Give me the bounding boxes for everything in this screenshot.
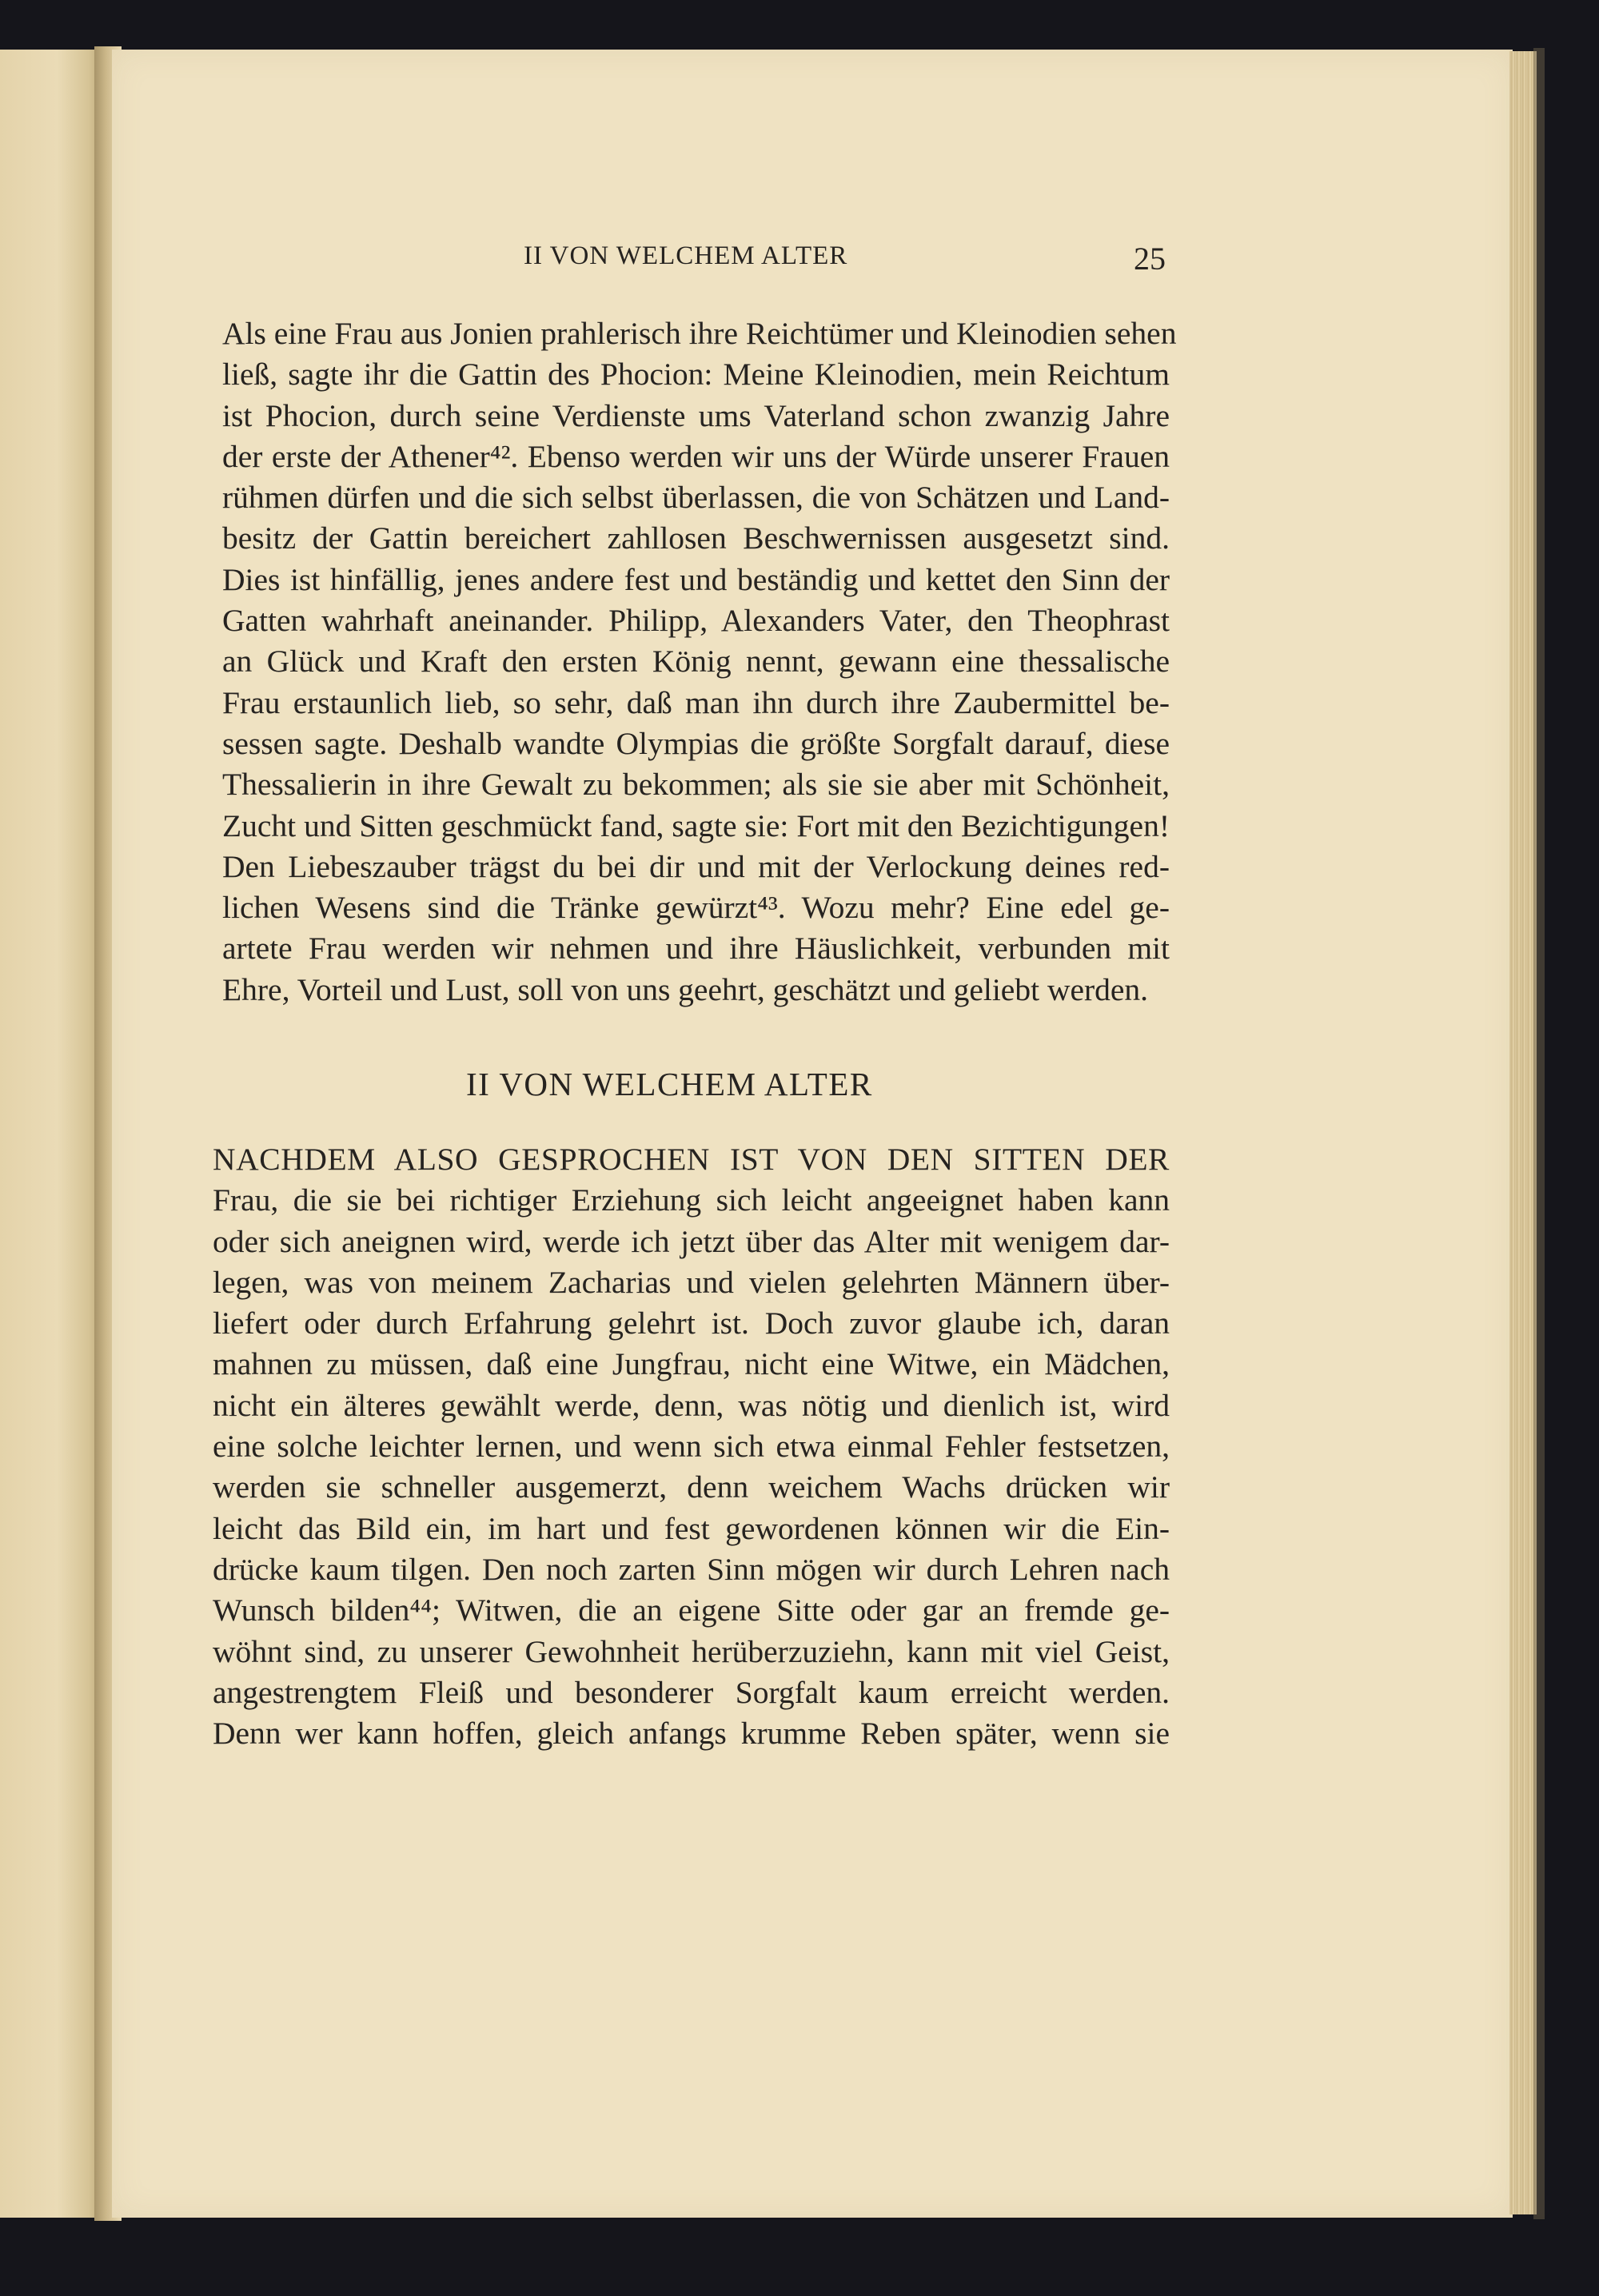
text-line: Dies ist hinfällig, jenes andere fest und beständig und kettet den Sinn der	[222, 561, 1170, 597]
text-line: artete Frau werden wir nehmen und ihre Häuslichkeit, verbunden mit	[222, 931, 1170, 967]
text-line: Den Liebeszauber trägst du bei dir und mit der Verlockung deines red-	[222, 848, 1170, 884]
text-line: liefert oder durch Erfahrung gelehrt ist. Doch zuvor glaube ich, daran	[213, 1305, 1170, 1341]
text-line: wöhnt sind, zu unserer Gewohnheit herüberzuziehn, kann mit viel Geist,	[213, 1633, 1170, 1669]
text-line: Frau, die sie bei richtiger Erziehung sich leicht angeeignet haben kann	[213, 1182, 1170, 1218]
text-line: oder sich aneignen wird, werde ich jetzt über das Alter mit wenigem dar-	[213, 1223, 1170, 1259]
paragraph-1	[222, 313, 1177, 1010]
text-line: drücke kaum tilgen. Den noch zarten Sinn mögen wir durch Lehren nach	[213, 1551, 1170, 1587]
page-stack-edges	[1509, 51, 1537, 2214]
text-line: legen, was von meinem Zacharias und vielen gelehrten Männern über-	[213, 1264, 1170, 1300]
page-number: 25	[1134, 241, 1166, 277]
previous-page-edge	[0, 50, 104, 2218]
text-line: an Glück und Kraft den ersten König nennt, gewann eine thessalische	[222, 644, 1170, 680]
text-line: nicht ein älteres gewählt werde, denn, was nötig und dienlich ist, wird	[213, 1387, 1170, 1423]
text-line: leicht das Bild ein, im hart und fest gewordenen können wir die Ein-	[213, 1510, 1170, 1546]
text-line: mahnen zu müssen, daß eine Jungfrau, nicht eine Witwe, ein Mädchen,	[213, 1346, 1170, 1382]
text-line: sessen sagte. Deshalb wandte Olympias die größte Sorgfalt darauf, diese	[222, 725, 1170, 761]
text-line: der erste der Athener⁴². Ebenso werden wir uns der Würde unserer Frauen	[222, 438, 1170, 474]
running-head-title: II VON WELCHEM ALTER	[524, 241, 848, 270]
text-line: rühmen dürfen und die sich selbst überlassen, die von Schätzen und Land-	[222, 480, 1170, 516]
text-line: Gatten wahrhaft aneinander. Philipp, Alexanders Vater, den Theophrast	[222, 603, 1170, 639]
text-line: ließ, sagte ihr die Gattin des Phocion: Meine Kleinodien, mein Reichtum	[222, 357, 1170, 393]
section-heading-text: II VON WELCHEM ALTER	[466, 1066, 873, 1102]
text-line: Denn wer kann hoffen, gleich anfangs krumme Reben später, wenn sie	[213, 1716, 1170, 1752]
text-line: besitz der Gattin bereichert zahllosen Beschwernissen ausgesetzt sind.	[222, 520, 1170, 556]
page-edge-shadow	[1533, 48, 1545, 2219]
text-line: eine solche leichter lernen, und wenn sich etwa einmal Fehler festsetzen,	[213, 1429, 1170, 1465]
text-line: Als eine Frau aus Jonien prahlerisch ihre Reichtümer und Kleinodien sehen	[222, 316, 1177, 351]
text-line: angestrengtem Fleiß und besonderer Sorgfalt kaum erreicht werden.	[213, 1674, 1170, 1710]
paragraph-2	[213, 1139, 1170, 1754]
text-line: ist Phocion, durch seine Verdienste ums Vaterland schon zwanzig Jahre	[222, 397, 1170, 433]
text-line: Thessalierin in ihre Gewalt zu bekommen; als sie sie aber mit Schönheit,	[222, 767, 1170, 803]
text-line: Frau erstaunlich lieb, so sehr, daß man ihn durch ihre Zaubermittel be-	[222, 684, 1170, 720]
text-line: Ehre, Vorteil und Lust, soll von uns geehrt, geschätzt und geliebt werden.	[222, 971, 1149, 1007]
text-line: Zucht und Sitten geschmückt fand, sagte sie: Fort mit den Bezichtigungen!	[222, 807, 1170, 843]
text-line: Wunsch bilden⁴⁴; Witwen, die an eigene Sitte oder gar an fremde ge-	[213, 1592, 1170, 1628]
text-line: NACHDEM ALSO GESPROCHEN IST VON DEN SITTEN DER	[213, 1142, 1170, 1177]
text-line: werden sie schneller ausgemerzt, denn weichem Wachs drücken wir	[213, 1469, 1170, 1505]
text-line: lichen Wesens sind die Tränke gewürzt⁴³. Wozu mehr? Eine edel ge-	[222, 890, 1170, 926]
